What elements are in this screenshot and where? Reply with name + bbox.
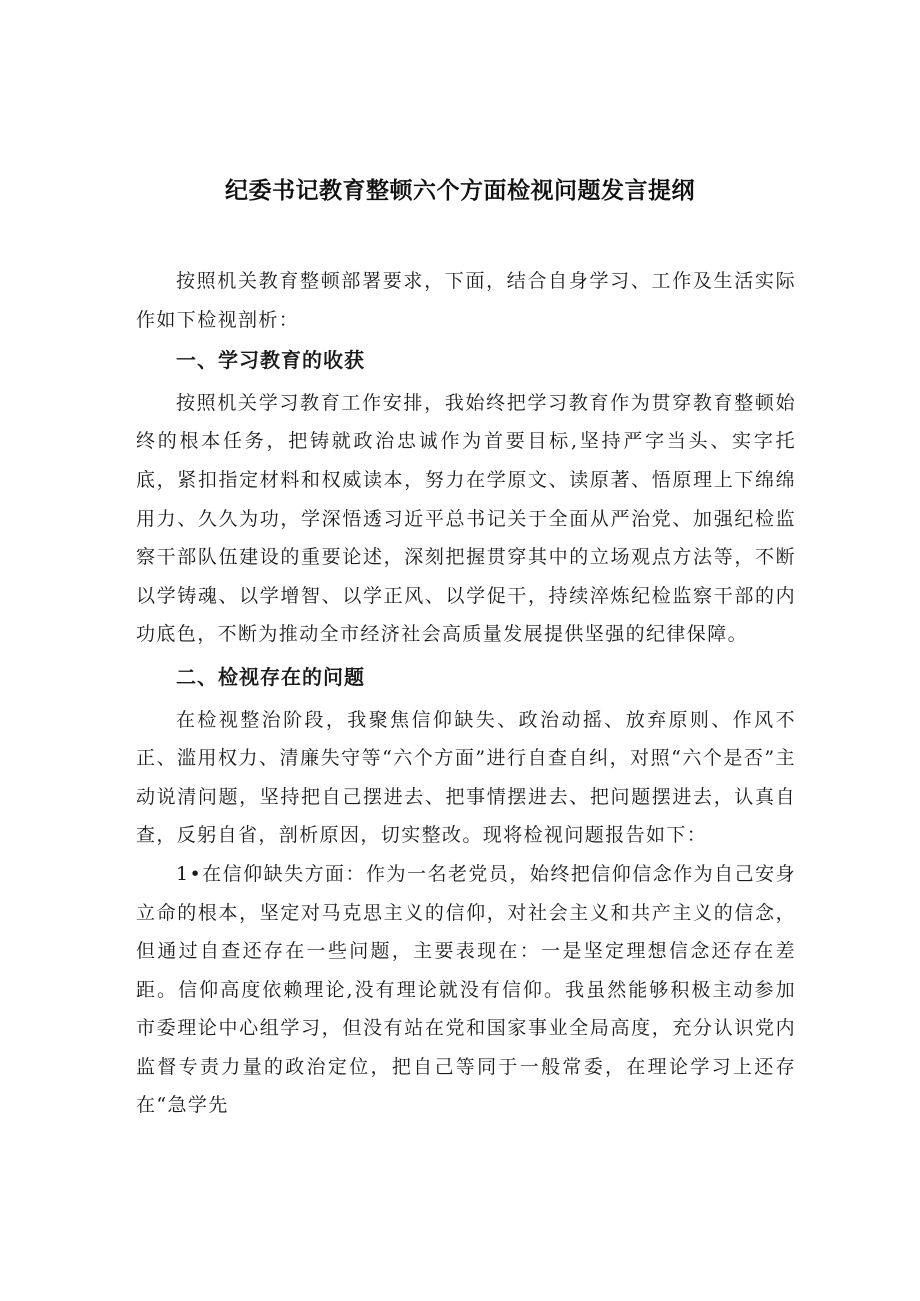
section-1-paragraph: 按照机关学习教育工作安排，我始终把学习教育作为贯穿教育整顿始终的根本任务，把铸就政治忠诚作为首要目标,坚持严字当头、实字托底，紧扣指定材料和权威读本，努力在学原文、读原著、悟原理上下绵绵用力、久久为功，学深悟透习近平总书记关于全面从严治党、加强纪检监察干部队伍建设的重要论述，深刻把握贯穿其中的立场观点方法等，不断以学铸魂、以学增智、以学正风、以学促干，持续淬炼纪检监察干部的内功底色，不断为推动全市经济社会高质量发展提供坚强的纪律保障。 [136,391,796,646]
section-2-heading: 二、检视存在的问题 [176,664,365,689]
section-1-heading: 一、学习教育的收获 [176,348,365,373]
intro-paragraph: 按照机关教育整顿部署要求，下面，结合自身学习、工作及生活实际作如下检视剖析： [136,270,796,331]
section-2-item-1: 1•在信仰缺失方面：作为一名老党员，始终把信仰信念作为自己安身立命的根本，坚定对马克思主义的信仰，对社会主义和共产主义的信念，但通过自查还存在一些问题，主要表现在：一是坚定理想信念还存在差距。信仰高度依赖理论,没有理论就没有信仰。我虽然能够积极主动参加市委理论中心组学习，但没有站在党和国家事业全局高度，充分认识党内监督专责力量的政治定位，把自己等同于一般常委，在理论学习上还存在“急学先 [136,862,796,1117]
section-2-paragraph: 在检视整治阶段，我聚焦信仰缺失、政治动摇、放弃原则、作风不正、滥用权力、清廉失守等“六个方面”进行自查自纠，对照“六个是否”主动说清问题，坚持把自己摆进去、把事情摆进去、把问题摆进去，认真自查，反躬自省，剖析原因，切实整改。现将检视问题报告如下： [136,708,796,847]
document-title: 纪委书记教育整顿六个方面检视问题发言提纲 [225,178,695,204]
document-body [136,262,796,1125]
